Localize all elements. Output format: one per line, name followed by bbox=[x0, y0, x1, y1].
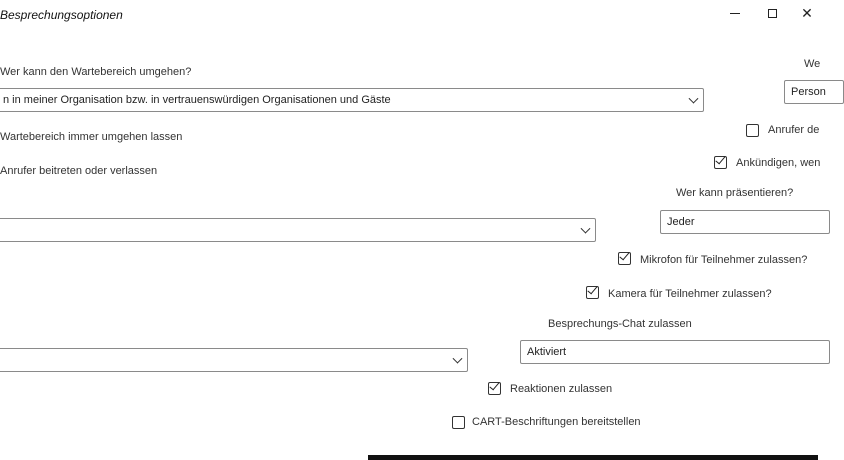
camera-label: Kamera für Teilnehmer zulassen? bbox=[608, 288, 772, 300]
maximize-button[interactable] bbox=[765, 6, 779, 20]
presenter-question: Wer kann präsentieren? bbox=[676, 187, 794, 199]
chevron-down-icon bbox=[689, 94, 699, 104]
close-button[interactable] bbox=[800, 6, 814, 20]
always-bypass-label: Wartebereich immer umgehen lassen bbox=[0, 131, 183, 143]
close-icon: ✕ bbox=[801, 4, 813, 21]
right-wer-label: We bbox=[804, 58, 821, 70]
window-title: Besprechungsoptionen bbox=[0, 8, 123, 22]
tertiary-select[interactable] bbox=[0, 348, 468, 372]
maximize-icon bbox=[768, 9, 777, 18]
lobby-question: Wer kann den Wartebereich umgehen? bbox=[0, 66, 192, 78]
chat-label: Besprechungs-Chat zulassen bbox=[548, 318, 692, 330]
mic-checkbox[interactable] bbox=[618, 252, 631, 265]
chat-select-value: Aktiviert bbox=[527, 346, 567, 358]
minimize-icon bbox=[730, 13, 740, 14]
secondary-select[interactable] bbox=[0, 218, 596, 242]
reactions-checkbox[interactable] bbox=[488, 382, 501, 395]
call-checkbox[interactable] bbox=[746, 124, 759, 137]
call-label: Anrufer de bbox=[768, 124, 820, 136]
presenter-select-value: Jeder bbox=[667, 216, 695, 228]
lobby-select[interactable] bbox=[0, 88, 704, 112]
cart-checkbox[interactable] bbox=[452, 416, 465, 429]
person-select-value: Person bbox=[791, 86, 826, 98]
mic-label: Mikrofon für Teilnehmer zulassen? bbox=[640, 254, 808, 266]
minimize-button[interactable] bbox=[728, 6, 742, 20]
chat-select[interactable] bbox=[520, 340, 830, 364]
bottom-divider bbox=[368, 455, 818, 460]
person-select[interactable] bbox=[784, 80, 844, 104]
chevron-down-icon bbox=[581, 224, 591, 234]
lobby-select-value: n in meiner Organisation bzw. in vertrauenswürdigen Organisationen und Gäste bbox=[3, 94, 391, 106]
camera-checkbox[interactable] bbox=[586, 286, 599, 299]
announce-join-leave-label: Anrufer beitreten oder verlassen bbox=[0, 165, 158, 177]
chevron-down-icon bbox=[453, 354, 463, 364]
cart-label: CART-Beschriftungen bereitstellen bbox=[472, 416, 641, 428]
announce-checkbox[interactable] bbox=[714, 156, 727, 169]
presenter-select[interactable] bbox=[660, 210, 830, 234]
announce-right-label: Ankündigen, wen bbox=[736, 157, 821, 169]
reactions-label: Reaktionen zulassen bbox=[510, 383, 613, 395]
